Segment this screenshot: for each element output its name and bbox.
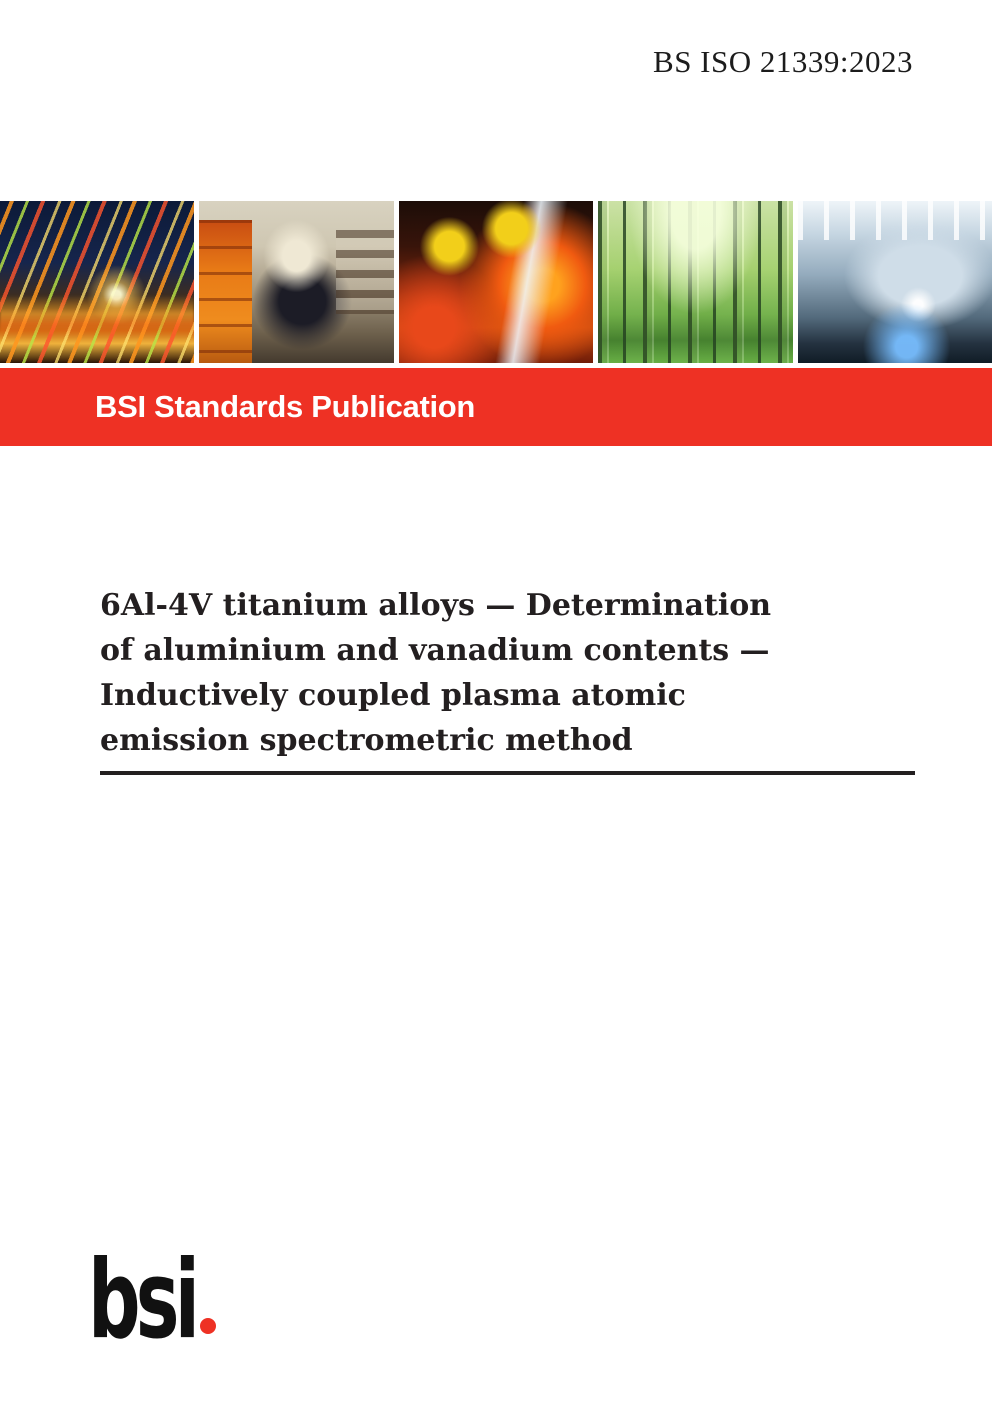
photo-warehouse-worker [199,201,393,363]
publication-banner [0,368,992,446]
document-title-line-2: of aluminium and vanadium contents — [100,633,770,668]
document-number: BS ISO 21339:2023 [653,44,913,79]
photo-car-assembly [798,201,992,363]
photo-forest [598,201,792,363]
bsi-logo [88,1238,246,1363]
publication-banner-label: BSI Standards Publication [95,389,476,424]
document-title-line-3: Inductively coupled plasma atomic [100,678,686,713]
title-divider-rule [100,771,915,775]
document-title [100,583,900,763]
document-title-line-4: emission spectrometric method [100,723,633,758]
photo-traffic-light-trails [0,201,194,363]
bsi-logo-dot-icon [200,1318,216,1334]
photo-banner [0,201,992,363]
bsi-logo-text: bsi [88,1238,196,1363]
photo-firefighters [399,201,593,363]
document-title-line-1: 6Al-4V titanium alloys — Determination [100,588,772,623]
